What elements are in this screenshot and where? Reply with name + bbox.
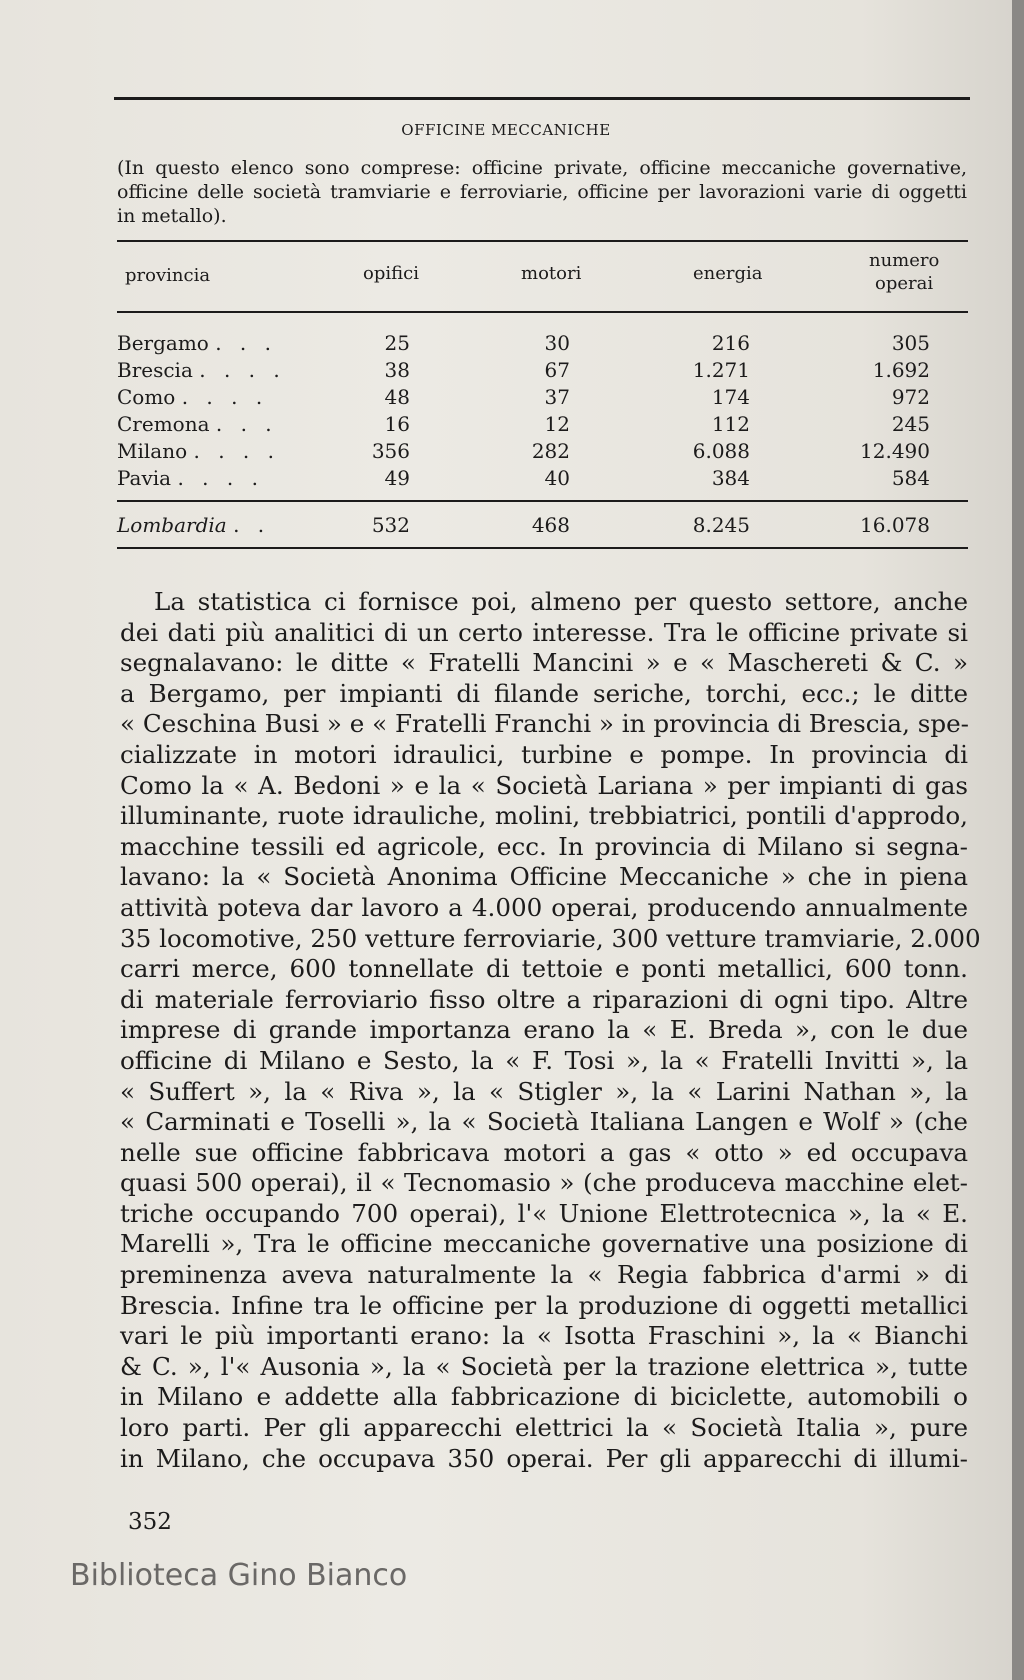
table-row: Bergamo . . . xyxy=(117,331,277,355)
cell-motori: 12 xyxy=(544,412,570,436)
cell-operai: 305 xyxy=(891,331,930,355)
body-line: nelle sue officine fabbricava motori a gas « otto » ed occupava xyxy=(120,1137,968,1167)
col-header-motori: motori xyxy=(521,263,582,284)
table-header-rule xyxy=(117,311,968,313)
cell-operai: 584 xyxy=(891,466,930,490)
body-line: Brescia. Infine tra le officine per la produzione di oggetti metallici xyxy=(120,1290,968,1320)
cell-opifici: 38 xyxy=(384,358,410,382)
body-line: imprese di grande importanza erano la « E. Breda », con le due xyxy=(120,1015,968,1045)
body-line: a Bergamo, per impianti di filande seriche, torchi, ecc.; le ditte xyxy=(120,678,968,708)
cell-energia: 1.271 xyxy=(692,358,750,382)
body-line: di materiale ferroviario fisso oltre a riparazioni di ogni tipo. Altre xyxy=(120,984,968,1014)
body-line: carri merce, 600 tonnellate di tettoie e ponti metallici, 600 tonn. xyxy=(120,954,968,984)
body-line: attività poteva dar lavoro a 4.000 operai, producendo annualmente xyxy=(120,892,968,922)
cell-opifici: 356 xyxy=(371,439,410,463)
body-line: quasi 500 operai), il « Tecnomasio » (che produceva macchine elet- xyxy=(120,1168,968,1198)
total-motori: 468 xyxy=(531,513,570,537)
cell-energia: 216 xyxy=(711,331,750,355)
cell-opifici: 16 xyxy=(384,412,410,436)
total-opifici: 532 xyxy=(371,513,410,537)
col-header-numero: numero xyxy=(869,250,940,271)
body-line: La statistica ci fornisce poi, almeno per questo settore, anche xyxy=(154,587,968,616)
cell-opifici: 25 xyxy=(384,331,410,355)
body-line: « Suffert », la « Riva », la « Stigler », la « Larini Nathan », la xyxy=(120,1076,968,1106)
cell-energia: 112 xyxy=(711,412,750,436)
body-line: dei dati più analitici di un certo interesse. Tra le officine private si xyxy=(120,617,968,647)
body-line: cializzate in motori idraulici, turbine e pompe. In provincia di xyxy=(120,739,968,769)
body-line: in Milano e addette alla fabbricazione di biciclette, automobili o xyxy=(120,1382,968,1412)
table-row: Pavia . . . . xyxy=(117,466,264,490)
section-title: OFFICINE MECCANICHE xyxy=(401,121,611,139)
table-total-rule xyxy=(117,500,968,502)
body-line: vari le più importanti erano: la « Isotta Fraschini », la « Bianchi xyxy=(120,1321,968,1351)
table-row: Cremona . . . xyxy=(117,412,278,436)
cell-motori: 37 xyxy=(544,385,570,409)
col-header-energia: energia xyxy=(693,263,763,284)
total-energia: 8.245 xyxy=(692,513,750,537)
body-line: macchine tessili ed agricole, ecc. In provincia di Milano si segna- xyxy=(120,831,968,861)
body-text xyxy=(120,587,981,1474)
cell-operai: 1.692 xyxy=(872,358,930,382)
table-row: Como . . . . xyxy=(117,385,269,409)
cell-motori: 282 xyxy=(531,439,570,463)
intro-line: in metallo). xyxy=(117,205,227,227)
body-line: « Carminati e Toselli », la « Società Italiana Langen e Wolf » (che xyxy=(120,1107,968,1137)
body-line: segnalavano: le ditte « Fratelli Mancini » e « Maschereti & C. » xyxy=(120,648,968,678)
body-line: Como la « A. Bedoni » e la « Società Lariana » per impianti di gas xyxy=(120,770,968,800)
intro-line: (In questo elenco sono comprese: officine private, officine meccaniche governative, xyxy=(117,157,967,179)
total-operai: 16.078 xyxy=(860,513,930,537)
cell-motori: 30 xyxy=(544,331,570,355)
cell-operai: 12.490 xyxy=(860,439,930,463)
table-row: Brescia . . . . xyxy=(117,358,286,382)
cell-opifici: 48 xyxy=(384,385,410,409)
library-stamp: Biblioteca Gino Bianco xyxy=(70,1558,408,1593)
top-rule xyxy=(114,97,970,100)
body-line: preminenza aveva naturalmente la « Regia fabbrica d'armi » di xyxy=(120,1260,968,1290)
table-top-rule xyxy=(117,240,968,242)
col-header-provincia: provincia xyxy=(125,265,211,286)
intro-line: officine delle società tramviarie e ferroviarie, officine per lavorazioni varie di oggetti xyxy=(117,181,967,203)
cell-energia: 384 xyxy=(711,466,750,490)
page-number: 352 xyxy=(128,1509,172,1535)
cell-energia: 174 xyxy=(711,385,750,409)
body-line: 35 locomotive, 250 vetture ferroviarie, 300 vetture tramviarie, 2.000 xyxy=(120,923,981,953)
body-line: & C. », l'« Ausonia », la « Società per la trazione elettrica », tutte xyxy=(120,1351,968,1381)
table-total-row: Lombardia . . xyxy=(117,513,271,537)
body-line: Marelli », Tra le officine meccaniche governative una posizione di xyxy=(120,1229,968,1259)
intro-note xyxy=(117,156,967,228)
cell-operai: 972 xyxy=(891,385,930,409)
cell-opifici: 49 xyxy=(384,466,410,490)
table-bottom-rule xyxy=(117,547,968,549)
body-line: triche occupando 700 operai), l'« Unione Elettrotecnica », la « E. xyxy=(120,1198,968,1228)
cell-operai: 245 xyxy=(891,412,930,436)
body-line: « Ceschina Busi » e « Fratelli Franchi » in provincia di Brescia, spe- xyxy=(120,709,969,739)
body-line: loro parti. Per gli apparecchi elettrici la « Società Italia », pure xyxy=(120,1413,968,1443)
cell-motori: 40 xyxy=(544,466,570,490)
cell-energia: 6.088 xyxy=(692,439,750,463)
col-header-opifici: opifici xyxy=(363,263,419,284)
body-line: in Milano, che occupava 350 operai. Per gli apparecchi di illumi- xyxy=(120,1443,968,1473)
body-line: illuminante, ruote idrauliche, molini, trebbiatrici, pontili d'approdo, xyxy=(120,801,968,831)
table-row: Milano . . . . xyxy=(117,439,280,463)
body-line: lavano: la « Società Anonima Officine Meccaniche » che in piena xyxy=(120,862,968,892)
body-line: officine di Milano e Sesto, la « F. Tosi », la « Fratelli Invitti », la xyxy=(120,1045,968,1075)
cell-motori: 67 xyxy=(544,358,570,382)
col-header-operai: operai xyxy=(875,273,934,294)
